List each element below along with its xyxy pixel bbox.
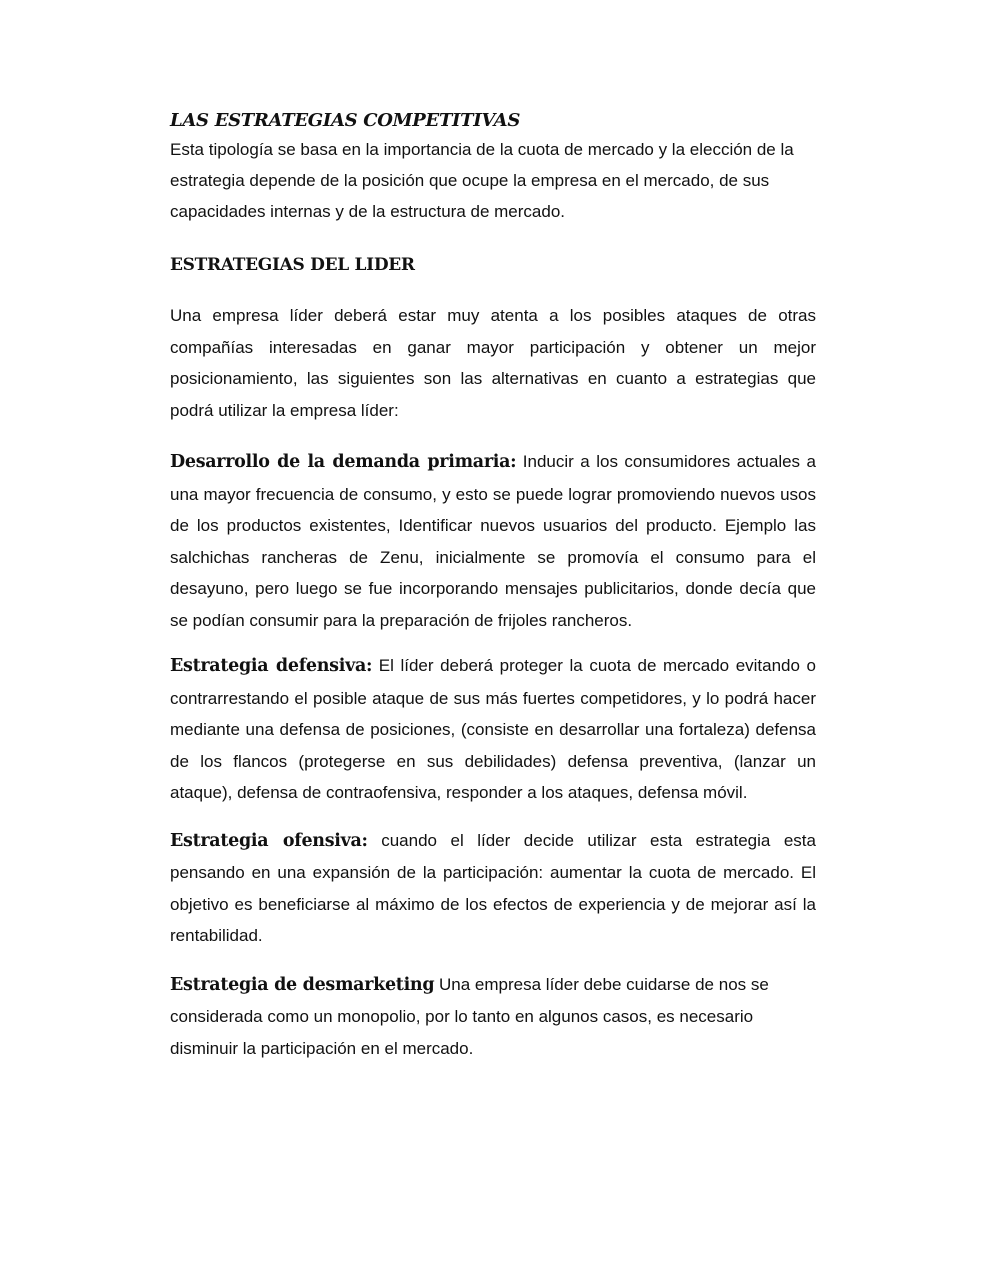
section-intro-paragraph: Una empresa líder deberá estar muy atenta a los posibles ataques de otras compañías interesadas en ganar mayor participación y obtener un mejor posicionamiento, las siguientes son las alternativas en cuanto a estrategias que podrá utilizar la empresa líder: bbox=[170, 306, 816, 420]
strategy-heading: Desarrollo de la demanda primaria: bbox=[170, 452, 517, 472]
strategy-offensive bbox=[170, 825, 816, 952]
strategy-heading: Estrategia defensiva: bbox=[170, 656, 373, 676]
section-title: ESTRATEGIAS DEL LIDER bbox=[170, 255, 415, 275]
document-body bbox=[170, 108, 816, 1064]
strategy-text: cuando el líder decide utilizar esta estrategia esta pensando en una expansión de la participación: aumentar la cuota de mercado. El objetivo es beneficiarse al máximo de los efectos de experiencia y de mejorar así la rentabilidad. bbox=[170, 830, 816, 945]
strategy-text: El líder deberá proteger la cuota de mercado evitando o contrarrestando el posible ataque de sus más fuertes competidores, y lo podrá hacer mediante una defensa de posiciones, (consiste en desarrollar una fortaleza) defensa de los flancos (protegerse en sus debilidades) defensa preventiva, (lanzar un ataque), defensa de contraofensiva, responder a los ataques, defensa móvil. bbox=[170, 656, 817, 802]
strategy-heading: Estrategia ofensiva: bbox=[170, 830, 368, 851]
strategy-primary-demand bbox=[170, 446, 816, 636]
strategy-defensive bbox=[170, 650, 816, 809]
strategy-demarketing bbox=[170, 969, 804, 1065]
document-title: LAS ESTRATEGIAS COMPETITIVAS bbox=[170, 110, 521, 131]
intro-paragraph: Esta tipología se basa en la importancia de la cuota de mercado y la elección de la estrategia depende de la posición que ocupe la empresa en el mercado, de sus capacidades internas y de la estructura de mercado. bbox=[170, 140, 794, 221]
strategy-text: Una empresa líder debe cuidarse de nos se considerada como un monopolio, por lo tanto en algunos casos, es necesario disminuir la participación en el mercado. bbox=[170, 974, 769, 1058]
strategy-text: Inducir a los consumidores actuales a una mayor frecuencia de consumo, y esto se puede lograr promoviendo nuevos usos de los productos existentes, Identificar nuevos usuarios del producto. Ejemplo las salchichas rancheras de Zenu, inicialmente se promovía el consumo para el desayuno, pero luego se fue incorporando mensajes publicitarios, donde decía que se podían consumir para la preparación de frijoles rancheros. bbox=[170, 452, 816, 630]
strategy-heading: Estrategia de desmarketing bbox=[170, 974, 435, 995]
